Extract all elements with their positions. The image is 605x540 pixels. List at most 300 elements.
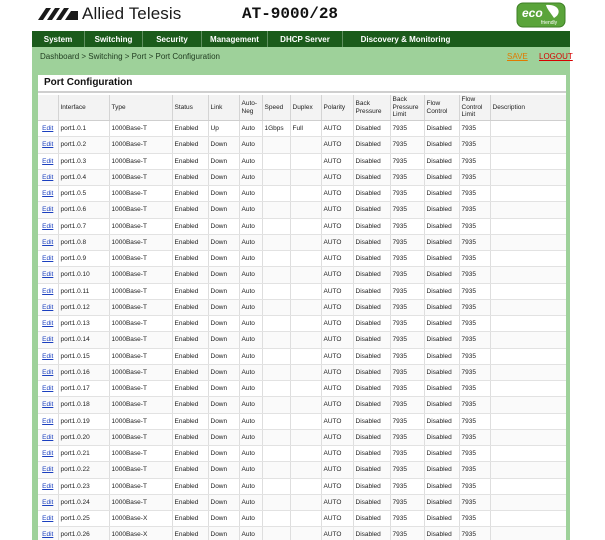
col-duplex-cell [290, 348, 321, 364]
eco-text: eco [522, 6, 543, 20]
col-back-pressure-cell: Disabled [353, 251, 390, 267]
col-link-cell: Down [208, 429, 239, 445]
col-speed-cell [262, 299, 290, 315]
edit-link[interactable]: Edit [38, 267, 58, 283]
table-row [38, 381, 566, 397]
table-row [38, 137, 566, 153]
table-row [38, 267, 566, 283]
col-status-cell: Enabled [172, 169, 208, 185]
col-flow-control-cell: Disabled [424, 202, 459, 218]
col-back-pressure-cell: Disabled [353, 234, 390, 250]
col-polarity-cell: AUTO [321, 397, 353, 413]
col-back-pressure-cell: Disabled [353, 202, 390, 218]
edit-link[interactable]: Edit [38, 202, 58, 218]
col-polarity-header: Polarity [321, 95, 353, 121]
col-flow-control-limit-cell: 7935 [459, 137, 490, 153]
col-duplex-cell [290, 332, 321, 348]
col-polarity-cell: AUTO [321, 348, 353, 364]
col-link-cell: Down [208, 299, 239, 315]
col-interface-cell: port1.0.4 [58, 169, 109, 185]
col-description-cell [490, 364, 566, 380]
col-speed-cell [262, 364, 290, 380]
col-interface-cell: port1.0.22 [58, 462, 109, 478]
edit-link[interactable]: Edit [38, 446, 58, 462]
table-row [38, 202, 566, 218]
col-flow-control-cell: Disabled [424, 478, 459, 494]
col-flow-control-limit-cell: 7935 [459, 478, 490, 494]
col-polarity-cell: AUTO [321, 364, 353, 380]
col-duplex-cell [290, 364, 321, 380]
nav-management[interactable]: Management [202, 31, 268, 47]
edit-link[interactable]: Edit [38, 137, 58, 153]
col-description-cell [490, 397, 566, 413]
col-interface-cell: port1.0.1 [58, 121, 109, 137]
col-autoneg-cell: Auto [239, 234, 262, 250]
edit-link[interactable]: Edit [38, 478, 58, 494]
col-type-cell: 1000Base-T [109, 494, 172, 510]
col-type-cell: 1000Base-T [109, 462, 172, 478]
col-back-pressure-limit-cell: 7935 [390, 121, 424, 137]
col-type-cell: 1000Base-T [109, 153, 172, 169]
col-back-pressure-limit-cell: 7935 [390, 267, 424, 283]
col-status-cell: Enabled [172, 381, 208, 397]
col-link-cell: Down [208, 381, 239, 397]
col-description-cell [490, 332, 566, 348]
col-description-cell [490, 299, 566, 315]
col-duplex-cell [290, 494, 321, 510]
col-link-cell: Down [208, 446, 239, 462]
col-status-cell: Enabled [172, 121, 208, 137]
col-speed-cell [262, 283, 290, 299]
panel-title: Port Configuration [44, 77, 133, 88]
col-interface-cell: port1.0.18 [58, 397, 109, 413]
nav-security[interactable]: Security [143, 31, 202, 47]
header [0, 0, 605, 30]
edit-link[interactable]: Edit [38, 283, 58, 299]
col-type-cell: 1000Base-T [109, 121, 172, 137]
col-edit-header [38, 95, 58, 121]
col-polarity-cell: AUTO [321, 283, 353, 299]
col-speed-cell [262, 494, 290, 510]
edit-link[interactable]: Edit [38, 429, 58, 445]
col-interface-header: Interface [58, 95, 109, 121]
col-polarity-cell: AUTO [321, 332, 353, 348]
table-row [38, 478, 566, 494]
col-speed-cell [262, 169, 290, 185]
edit-link[interactable]: Edit [38, 348, 58, 364]
col-back-pressure-cell: Disabled [353, 364, 390, 380]
col-speed-cell [262, 478, 290, 494]
model-title: AT-9000/28 [242, 5, 339, 23]
col-flow-control-limit-cell: 7935 [459, 348, 490, 364]
col-link-cell: Up [208, 121, 239, 137]
col-autoneg-cell: Auto [239, 511, 262, 527]
breadcrumb-bar [32, 47, 573, 66]
col-duplex-cell: Full [290, 121, 321, 137]
col-type-cell: 1000Base-T [109, 186, 172, 202]
col-flow-control-limit-cell: 7935 [459, 364, 490, 380]
col-interface-cell: port1.0.9 [58, 251, 109, 267]
col-type-cell: 1000Base-X [109, 527, 172, 540]
col-interface-cell: port1.0.6 [58, 202, 109, 218]
col-type-cell: 1000Base-T [109, 202, 172, 218]
eco-sub-text: friendly [541, 20, 558, 26]
col-flow-control-limit-cell: 7935 [459, 446, 490, 462]
col-flow-control-limit-cell: 7935 [459, 299, 490, 315]
col-type-cell: 1000Base-T [109, 381, 172, 397]
edit-link[interactable]: Edit [38, 121, 58, 137]
col-speed-cell [262, 251, 290, 267]
col-back-pressure-cell: Disabled [353, 494, 390, 510]
edit-link[interactable]: Edit [38, 234, 58, 250]
col-type-cell: 1000Base-T [109, 218, 172, 234]
col-link-cell: Down [208, 137, 239, 153]
edit-link[interactable]: Edit [38, 381, 58, 397]
table-row [38, 348, 566, 364]
col-duplex-cell [290, 153, 321, 169]
col-status-header: Status [172, 95, 208, 121]
table-row [38, 299, 566, 315]
col-back-pressure-cell: Disabled [353, 267, 390, 283]
col-link-cell: Down [208, 494, 239, 510]
col-autoneg-cell: Auto [239, 251, 262, 267]
col-duplex-cell [290, 283, 321, 299]
table-row [38, 332, 566, 348]
col-interface-cell: port1.0.11 [58, 283, 109, 299]
col-flow-control-cell: Disabled [424, 186, 459, 202]
col-back-pressure-cell: Disabled [353, 299, 390, 315]
col-status-cell: Enabled [172, 332, 208, 348]
col-type-cell: 1000Base-T [109, 429, 172, 445]
col-duplex-cell [290, 381, 321, 397]
col-interface-cell: port1.0.5 [58, 186, 109, 202]
col-link-header: Link [208, 95, 239, 121]
col-interface-cell: port1.0.8 [58, 234, 109, 250]
col-description-cell [490, 202, 566, 218]
col-back-pressure-cell: Disabled [353, 137, 390, 153]
col-description-cell [490, 121, 566, 137]
col-duplex-cell [290, 446, 321, 462]
col-flow-control-cell: Disabled [424, 251, 459, 267]
col-back-pressure-cell: Disabled [353, 446, 390, 462]
col-duplex-cell [290, 316, 321, 332]
col-status-cell: Enabled [172, 137, 208, 153]
col-back-pressure-cell: Disabled [353, 478, 390, 494]
col-status-cell: Enabled [172, 494, 208, 510]
col-flow-control-limit-cell: 7935 [459, 169, 490, 185]
nav-switching[interactable]: Switching [85, 31, 143, 47]
edit-link[interactable]: Edit [38, 153, 58, 169]
col-speed-cell [262, 348, 290, 364]
col-link-cell: Down [208, 251, 239, 267]
col-polarity-cell: AUTO [321, 446, 353, 462]
col-back-pressure-limit-cell: 7935 [390, 511, 424, 527]
edit-link[interactable]: Edit [38, 462, 58, 478]
col-polarity-cell: AUTO [321, 218, 353, 234]
table-row [38, 527, 566, 540]
col-back-pressure-cell: Disabled [353, 283, 390, 299]
col-flow-control-cell: Disabled [424, 494, 459, 510]
col-description-cell [490, 153, 566, 169]
col-interface-cell: port1.0.25 [58, 511, 109, 527]
col-autoneg-cell: Auto [239, 462, 262, 478]
col-duplex-cell [290, 462, 321, 478]
col-link-cell: Down [208, 202, 239, 218]
table-row [38, 462, 566, 478]
col-back-pressure-limit-cell: 7935 [390, 283, 424, 299]
col-description-cell [490, 429, 566, 445]
col-polarity-cell: AUTO [321, 121, 353, 137]
col-flow-control-cell: Disabled [424, 397, 459, 413]
col-duplex-cell [290, 429, 321, 445]
col-back-pressure-cell: Disabled [353, 429, 390, 445]
nav-discovery-monitoring[interactable]: Discovery & Monitoring [360, 34, 451, 44]
col-back-pressure-cell: Disabled [353, 169, 390, 185]
col-description-cell [490, 267, 566, 283]
col-speed-cell [262, 397, 290, 413]
col-flow-control-cell: Disabled [424, 413, 459, 429]
col-speed-cell [262, 429, 290, 445]
col-type-cell: 1000Base-X [109, 511, 172, 527]
col-flow-control-limit-cell: 7935 [459, 153, 490, 169]
col-back-pressure-limit-cell: 7935 [390, 251, 424, 267]
col-type-cell: 1000Base-T [109, 397, 172, 413]
col-link-cell: Down [208, 316, 239, 332]
col-flow-control-cell: Disabled [424, 527, 459, 540]
col-polarity-cell: AUTO [321, 137, 353, 153]
col-polarity-cell: AUTO [321, 413, 353, 429]
nav-system[interactable]: System [32, 31, 85, 47]
col-flow-control-limit-cell: 7935 [459, 234, 490, 250]
col-back-pressure-limit-cell: 7935 [390, 137, 424, 153]
col-flow-control-cell: Disabled [424, 348, 459, 364]
table-row [38, 169, 566, 185]
edit-link[interactable]: Edit [38, 169, 58, 185]
col-status-cell: Enabled [172, 413, 208, 429]
col-flow-control-cell: Disabled [424, 429, 459, 445]
col-duplex-cell [290, 234, 321, 250]
col-link-cell: Down [208, 511, 239, 527]
col-description-cell [490, 478, 566, 494]
col-status-cell: Enabled [172, 364, 208, 380]
col-autoneg-cell: Auto [239, 446, 262, 462]
divider [38, 91, 566, 93]
col-type-cell: 1000Base-T [109, 348, 172, 364]
col-description-cell [490, 527, 566, 540]
col-polarity-cell: AUTO [321, 429, 353, 445]
col-speed-cell [262, 137, 290, 153]
col-flow-control-limit-cell: 7935 [459, 527, 490, 540]
col-type-cell: 1000Base-T [109, 299, 172, 315]
col-description-cell [490, 494, 566, 510]
col-autoneg-cell: Auto [239, 267, 262, 283]
col-back-pressure-limit-cell: 7935 [390, 218, 424, 234]
col-autoneg-cell: Auto [239, 137, 262, 153]
col-flow-control-cell: Disabled [424, 511, 459, 527]
col-back-pressure-cell: Disabled [353, 462, 390, 478]
save-link[interactable]: SAVE [507, 52, 528, 61]
col-autoneg-cell: Auto [239, 494, 262, 510]
col-back-pressure-cell: Disabled [353, 397, 390, 413]
col-status-cell: Enabled [172, 234, 208, 250]
col-autoneg-cell: Auto [239, 202, 262, 218]
col-description-cell [490, 413, 566, 429]
col-autoneg-cell: Auto [239, 364, 262, 380]
logout-link[interactable]: LOGOUT [539, 52, 573, 61]
col-back-pressure-limit-cell: 7935 [390, 429, 424, 445]
col-speed-cell [262, 527, 290, 540]
col-description-cell [490, 218, 566, 234]
col-flow-control-limit-cell: 7935 [459, 218, 490, 234]
col-type-cell: 1000Base-T [109, 364, 172, 380]
col-flow-control-cell: Disabled [424, 381, 459, 397]
col-back-pressure-cell: Disabled [353, 348, 390, 364]
breadcrumb-dashboard[interactable]: Dashboard [40, 52, 80, 61]
col-interface-cell: port1.0.10 [58, 267, 109, 283]
col-flow-control-limit-cell: 7935 [459, 494, 490, 510]
col-autoneg-cell: Auto [239, 283, 262, 299]
col-flow-control-cell: Disabled [424, 218, 459, 234]
col-speed-cell [262, 462, 290, 478]
col-flow-control-limit-cell: 7935 [459, 429, 490, 445]
col-flow-control-limit-cell: 7935 [459, 186, 490, 202]
col-back-pressure-limit-cell: 7935 [390, 169, 424, 185]
table-row [38, 429, 566, 445]
col-interface-cell: port1.0.2 [58, 137, 109, 153]
col-interface-cell: port1.0.26 [58, 527, 109, 540]
col-back-pressure-limit-header: Back Pressure Limit [390, 95, 424, 121]
nav-dhcp-server[interactable]: DHCP Server [268, 31, 343, 47]
port-config-panel [38, 75, 566, 540]
col-link-cell: Down [208, 413, 239, 429]
col-back-pressure-limit-cell: 7935 [390, 299, 424, 315]
col-polarity-cell: AUTO [321, 202, 353, 218]
col-speed-cell [262, 332, 290, 348]
col-back-pressure-cell: Disabled [353, 316, 390, 332]
col-back-pressure-cell: Disabled [353, 153, 390, 169]
col-flow-control-limit-cell: 7935 [459, 413, 490, 429]
col-flow-control-cell: Disabled [424, 121, 459, 137]
edit-link[interactable]: Edit [38, 364, 58, 380]
col-flow-control-cell: Disabled [424, 283, 459, 299]
col-link-cell: Down [208, 478, 239, 494]
col-type-cell: 1000Base-T [109, 169, 172, 185]
col-duplex-cell [290, 267, 321, 283]
col-link-cell: Down [208, 283, 239, 299]
col-status-cell: Enabled [172, 527, 208, 540]
table-row [38, 283, 566, 299]
col-flow-control-cell: Disabled [424, 153, 459, 169]
col-speed-cell [262, 381, 290, 397]
col-link-cell: Down [208, 462, 239, 478]
col-autoneg-cell: Auto [239, 299, 262, 315]
col-description-cell [490, 446, 566, 462]
col-link-cell: Down [208, 348, 239, 364]
col-flow-control-limit-header: Flow Control Limit [459, 95, 490, 121]
col-type-cell: 1000Base-T [109, 251, 172, 267]
col-back-pressure-limit-cell: 7935 [390, 332, 424, 348]
col-back-pressure-limit-cell: 7935 [390, 364, 424, 380]
col-type-cell: 1000Base-T [109, 332, 172, 348]
col-status-cell: Enabled [172, 299, 208, 315]
col-type-cell: 1000Base-T [109, 413, 172, 429]
col-description-header: Description [490, 95, 566, 121]
edit-link[interactable]: Edit [38, 218, 58, 234]
edit-link[interactable]: Edit [38, 527, 58, 540]
col-speed-cell [262, 153, 290, 169]
col-status-cell: Enabled [172, 283, 208, 299]
col-type-cell: 1000Base-T [109, 234, 172, 250]
col-link-cell: Down [208, 332, 239, 348]
col-speed-cell [262, 234, 290, 250]
breadcrumb-port[interactable]: Port [131, 52, 147, 61]
breadcrumb-switching[interactable]: Switching [88, 52, 123, 61]
allied-telesis-logo-icon [38, 7, 78, 21]
col-autoneg-cell: Auto [239, 478, 262, 494]
col-flow-control-cell: Disabled [424, 462, 459, 478]
edit-link[interactable]: Edit [38, 299, 58, 315]
edit-link[interactable]: Edit [38, 251, 58, 267]
col-duplex-cell [290, 413, 321, 429]
col-status-cell: Enabled [172, 478, 208, 494]
col-link-cell: Down [208, 153, 239, 169]
main-nav [32, 31, 570, 47]
col-back-pressure-limit-cell: 7935 [390, 348, 424, 364]
col-back-pressure-limit-cell: 7935 [390, 381, 424, 397]
col-flow-control-limit-cell: 7935 [459, 202, 490, 218]
col-flow-control-cell: Disabled [424, 446, 459, 462]
col-duplex-header: Duplex [290, 95, 321, 121]
col-back-pressure-cell: Disabled [353, 218, 390, 234]
edit-link[interactable]: Edit [38, 413, 58, 429]
col-interface-cell: port1.0.21 [58, 446, 109, 462]
col-description-cell [490, 283, 566, 299]
edit-link[interactable]: Edit [38, 494, 58, 510]
col-flow-control-limit-cell: 7935 [459, 283, 490, 299]
table-row [38, 153, 566, 169]
edit-link[interactable]: Edit [38, 511, 58, 527]
edit-link[interactable]: Edit [38, 332, 58, 348]
table-row [38, 186, 566, 202]
col-polarity-cell: AUTO [321, 511, 353, 527]
edit-link[interactable]: Edit [38, 186, 58, 202]
col-duplex-cell [290, 511, 321, 527]
col-duplex-cell [290, 169, 321, 185]
col-speed-cell [262, 511, 290, 527]
table-row [38, 251, 566, 267]
breadcrumb-separator: > [124, 52, 130, 61]
col-duplex-cell [290, 397, 321, 413]
col-polarity-cell: AUTO [321, 169, 353, 185]
col-status-cell: Enabled [172, 202, 208, 218]
col-duplex-cell [290, 251, 321, 267]
col-flow-control-limit-cell: 7935 [459, 381, 490, 397]
col-polarity-cell: AUTO [321, 494, 353, 510]
edit-link[interactable]: Edit [38, 397, 58, 413]
col-type-cell: 1000Base-T [109, 283, 172, 299]
col-back-pressure-limit-cell: 7935 [390, 397, 424, 413]
col-interface-cell: port1.0.24 [58, 494, 109, 510]
col-flow-control-limit-cell: 7935 [459, 316, 490, 332]
col-description-cell [490, 462, 566, 478]
breadcrumb [40, 52, 220, 61]
col-autoneg-cell: Auto [239, 316, 262, 332]
col-flow-control-cell: Disabled [424, 169, 459, 185]
col-back-pressure-limit-cell: 7935 [390, 494, 424, 510]
col-flow-control-cell: Disabled [424, 364, 459, 380]
edit-link[interactable]: Edit [38, 316, 58, 332]
col-flow-control-cell: Disabled [424, 234, 459, 250]
